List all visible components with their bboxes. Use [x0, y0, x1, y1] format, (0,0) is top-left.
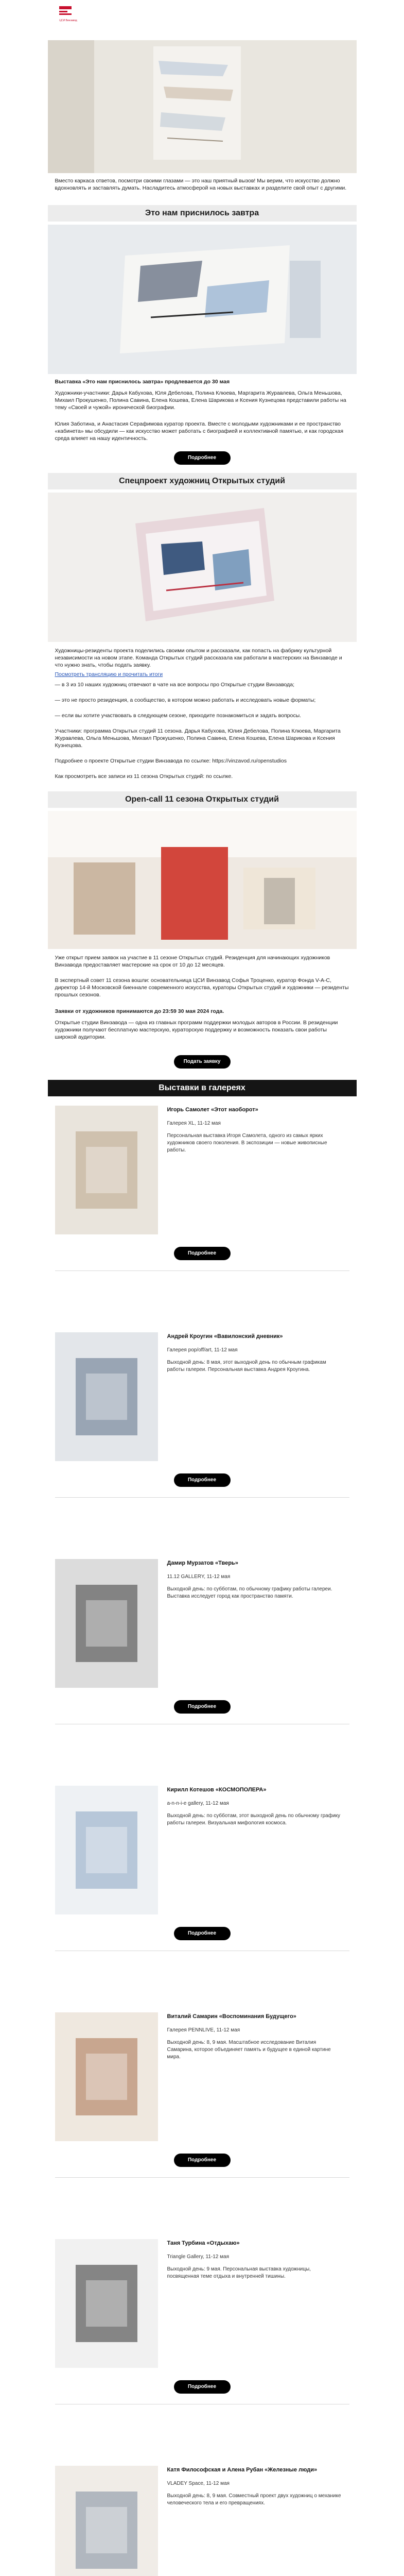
card-title: Катя Философская и Алена Рубан «Железные люди»	[167, 2467, 318, 2473]
section-title: Спецпроект художниц Открытых студий	[48, 473, 357, 489]
card-image	[55, 1106, 158, 1234]
gallery-card	[48, 1329, 357, 1556]
apply-button[interactable]: Подать заявку	[174, 1055, 231, 1069]
special-p2: — в 3 из 10 наших художниц отвечают в чате на все вопросы про Открытые студии Винзавода;	[55, 682, 295, 688]
opencall-p1: Уже открыт прием заявок на участие в 11 сезоне Открытых студий. Резиденция для начинающих художников Винзавода предоставляет мастерские на срок от 10 до 12 месяцев.	[55, 955, 330, 968]
special-p3: — это не просто резиденция, а сообщество, в котором можно работать и исследовать новые форматы;	[55, 697, 316, 703]
more-button[interactable]: Подробнее	[174, 2380, 231, 2394]
divider	[55, 1497, 349, 1498]
opencall-p3: Открытые студии Винзавода — одна из главных программ поддержки молодых авторов в России. В резиденции художники получают бесплатную мастерскую, кураторскую поддержку и возможность показать свои работы широкой аудитории.	[55, 1020, 338, 1040]
more-button[interactable]: Подробнее	[174, 1473, 231, 1487]
special-p1: Художницы-резиденты проекта поделились своими опытом и рассказали, как попасть на фабрику культурной независимости на новом этапе. Команда Открытых студий рассказала как работали в мастерских на Винзаводе и что нужно знать, чтобы подать заявку.	[55, 648, 342, 668]
card-image	[55, 2466, 158, 2576]
card-image	[55, 2239, 158, 2368]
divider	[55, 1270, 349, 1271]
gallery-card	[48, 1556, 357, 1783]
card-description: Выходной день: 8, 9 мая. Масштабное исследование Виталия Самарина, которое объединяет память и будущее в единой картине мира.	[167, 2040, 331, 2060]
exhibition1-lead: Выставка «Это нам приснилось завтра» продлевается до 30 мая	[55, 379, 230, 385]
card-gallery: Галерея pop/off/art, 11-12 мая	[167, 1347, 238, 1353]
opencall-p2: В экспертный совет 11 сезона вошли: основательница ЦСИ Винзавод Софья Троценко, куратор Фонда V-A-C, директор 14-й Московской биеннале современного искусства, кураторы Открытых студий и художники — резиденты прошлых сезонов.	[55, 977, 349, 998]
special-link[interactable]: Посмотреть трансляцию и прочитать итоги	[55, 671, 163, 677]
card-title: Таня Турбина «Отдыхаю»	[167, 2240, 240, 2246]
more-button[interactable]: Подробнее	[174, 1700, 231, 1714]
logo-text: ЦСИ Винзавод	[59, 19, 77, 22]
gallery-card	[48, 2236, 357, 2463]
card-description: Выходной день: 9 мая. Персональная выставка художницы, посвященная теме отдыха и внутренней тишины.	[167, 2266, 311, 2279]
card-description: Выходной день: 8, 9 мая. Совместный проект двух художниц о механике человеческого тела и его превращениях.	[167, 2493, 341, 2506]
card-gallery: Галерея PENNLIVE, 11-12 мая	[167, 2027, 240, 2033]
card-gallery: 11.12 GALLERY, 11-12 мая	[167, 1574, 231, 1580]
opencall-image	[48, 811, 357, 949]
card-image	[55, 1786, 158, 1914]
logo[interactable]	[58, 5, 79, 32]
card-description: Персональная выставка Игоря Самолета, одного из самых ярких художников своего поколения. В экспозиции — новые живописные работы.	[167, 1133, 327, 1153]
gallery-card	[48, 1103, 357, 1329]
card-description: Выходной день: по субботам, этот выходной день по обычному графику работы галереи. Визуальная мифология космоса.	[167, 1813, 341, 1826]
opencall-deadline: Заявки от художников принимаются до 23:59 30 мая 2024 года.	[55, 1008, 224, 1014]
more-button[interactable]: Подробнее	[174, 1927, 231, 1940]
card-title: Дамир Мурзатов «Тверь»	[167, 1560, 238, 1566]
card-title: Игорь Самолет «Этот наоборот»	[167, 1107, 258, 1113]
section-title: Open-call 11 сезона Открытых студий	[48, 791, 357, 808]
more-button[interactable]: Подробнее	[174, 1247, 231, 1260]
card-title: Виталий Самарин «Воспоминания Будущего»	[167, 2013, 296, 2020]
card-title: Кирилл Котешов «КОСМОПОЛЕРА»	[167, 1787, 267, 1793]
more-button[interactable]: Подробнее	[174, 451, 231, 465]
exhibition1-body: Юлия Заботина, и Анастасия Серафимова куратор проекта. Вместе с молодыми художниками и ее пространство «кабинета» мы обсудили — как искусство может работать с биографией и коллективной памятью, и как городская среда влияет на нашу идентичность.	[55, 421, 344, 442]
card-description: Выходной день: 8 мая, этот выходной день по обычным графикам работы галереи. Персональная выставка Андрея Кроугина.	[167, 1360, 326, 1372]
special-p5: Участники: программа Открытых студий 11 сезона. Дарья Кабухова, Юлия Дебелова, Полина Клюева, Маргарита Журавлева, Ольга Меньшова, Михаил Прокушенко, Полина Савина, Елена Кошева, Елена Шарикова и Ксения Кузнецова.	[55, 728, 341, 749]
special-p6: Подробнее о проекте Открытые студии Винзавода по ссылке: https://vinzavod.ru/openstudios	[55, 758, 287, 764]
card-image	[55, 2012, 158, 2141]
card-image	[55, 1559, 158, 1688]
card-title: Андрей Кроугин «Вавилонский дневник»	[167, 1333, 283, 1340]
gallery-card	[48, 1783, 357, 2009]
card-gallery: Галерея XL, 11-12 мая	[167, 1121, 221, 1126]
exhibition1-image	[48, 225, 357, 374]
special-p7: Как просмотреть все записи из 11 сезона Открытых студий: по ссылке.	[55, 773, 233, 779]
divider	[55, 2177, 349, 2178]
intro-text: Вместо каркаса ответов, посмотри своими глазами — это наш приятный вызов! Мы верим, что искусство должно вдохновлять и заставлять думать. Насладитесь атмосферой на новых выставках и разделите свой опыт с другими.	[55, 178, 347, 191]
section-title: Выставки в галереях	[48, 1080, 357, 1096]
card-description: Выходной день: по субботам, по обычному графику работы галереи. Выставка исследует город как пространство памяти.	[167, 1586, 332, 1599]
section-title: Это нам приснилось завтра	[48, 205, 357, 222]
special-image	[48, 493, 357, 642]
card-gallery: Triangle Gallery, 11-12 мая	[167, 2254, 229, 2260]
logo-icon	[58, 5, 73, 16]
hero-image	[48, 40, 357, 173]
exhibition1-artists: Художники-участники: Дарья Кабухова, Юля Дебелова, Полина Клюева, Маргарита Журавлева, Ольга Меньшова, Михаил Прокушенко, Полина Савина, Елена Кошева, Елена Шарикова и Ксения Кузнецова представили работы на тему «Своей и чужой» иронической биографии.	[55, 390, 346, 411]
card-gallery: VLADEY Space, 11-12 мая	[167, 2481, 230, 2486]
card-image	[55, 1332, 158, 1461]
gallery-card	[48, 2463, 357, 2576]
newsletter	[48, 0, 357, 2576]
gallery-card	[48, 2009, 357, 2236]
card-gallery: a-n-n-i-e gallery, 11-12 мая	[167, 1801, 229, 1806]
more-button[interactable]: Подробнее	[174, 2154, 231, 2167]
special-p4: — если вы хотите участвовать в следующем сезоне, приходите познакомиться и задать вопросы.	[55, 713, 302, 719]
